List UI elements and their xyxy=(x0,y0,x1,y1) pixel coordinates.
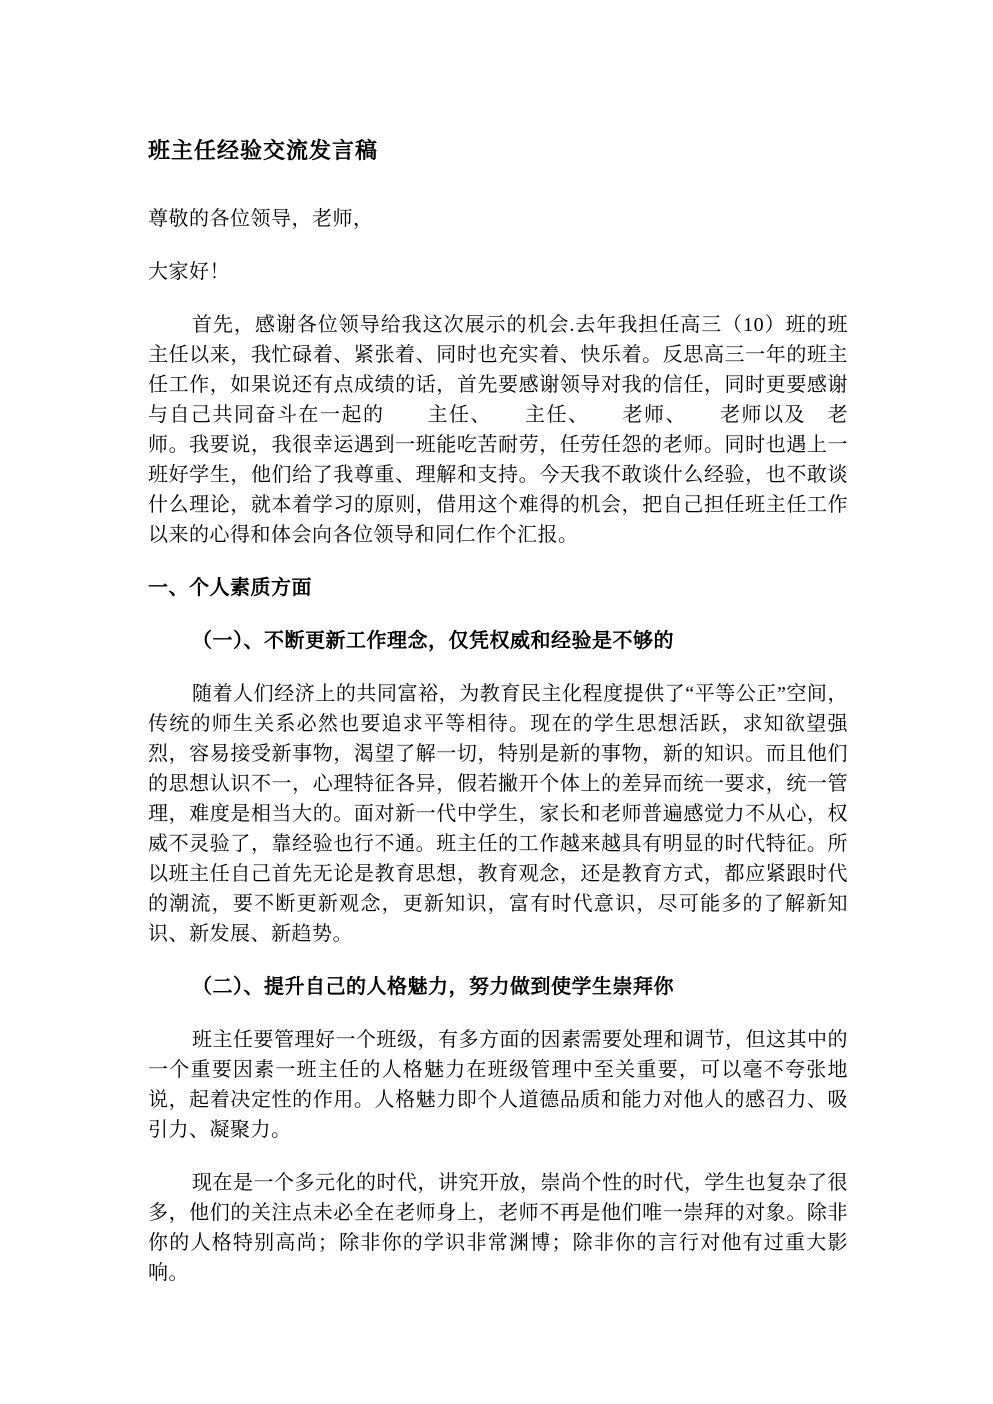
subsection-2-paragraph-2: 现在是一个多元化的时代，讲究开放，崇尚个性的时代，学生也复杂了很多，他们的关注点未必全在老师身上，老师不再是他们唯一崇拜的对象。除非你的人格特别高尚；除非你的学识非常渊博；除非你的言行对他有过重大影响。 xyxy=(148,1172,848,1284)
subsection-1-heading: （一）、不断更新工作理念，仅凭权威和经验是不够的 xyxy=(192,630,674,652)
salutation-line: 尊敬的各位领导，老师， xyxy=(148,208,374,230)
document-title: 班主任经验交流发言稿 xyxy=(148,138,379,163)
subsection-1-paragraph: 随着人们经济上的共同富裕，为教育民主化程度提供了“平等公正”空间，传统的师生关系必然也要追求平等相待。现在的学生思想活跃，求知欲望强烈，容易接受新事物，渴望了解一切，特别是新的事物，新的知识。而且他们的思想认识不一，心理特征各异，假若撇开个体上的差异而统一要求，统一管理，难度是相当大的。面对新一代中学生，家长和老师普遍感觉力不从心，权威不灵验了，靠经验也行不通。班主任的工作越来越具有明显的时代特征。所以班主任自己首先无论是教育思想，教育观念，还是教育方式，都应紧跟时代的潮流，要不断更新观念，更新知识，富有时代意识，尽可能多的了解新知识、新发展、新趋势。 xyxy=(148,683,848,945)
intro-paragraph: 首先，感谢各位领导给我这次展示的机会.去年我担任高三（10）班的班主任以来，我忙碌着、紧张着、同时也充实着、快乐着。反思高三一年的班主任工作，如果说还有点成绩的话，首先要感谢领导对我的信任，同时更要感谢与自己共同奋斗在一起的 主任、 主任、 老师、 老师以及 老师。我要说，我很幸运遇到一班能吃苦耐劳，任劳任怨的老师。同时也遇上一班好学生，他们给了我尊重、理解和支持。今天我不敢谈什么经验，也不敢谈什么理论，就本着学习的原则，借用这个难得的机会，把自己担任班主任工作以来的心得和体会向各位领导和同仁作个汇报。 xyxy=(148,314,848,546)
section-1-heading: 一、个人素质方面 xyxy=(148,577,312,599)
subsection-2-paragraph-1: 班主任要管理好一个班级，有多方面的因素需要处理和调节，但这其中的一个重要因素一班主任的人格魅力在班级管理中至关重要，可以毫不夸张地说，起着决定性的作用。人格魅力即个人道德品质和能力对他人的感召力、吸引力、凝聚力。 xyxy=(148,1029,848,1141)
greeting-line: 大家好！ xyxy=(148,261,230,283)
subsection-2-heading: （二）、提升自己的人格魅力，努力做到使学生崇拜你 xyxy=(192,976,674,998)
